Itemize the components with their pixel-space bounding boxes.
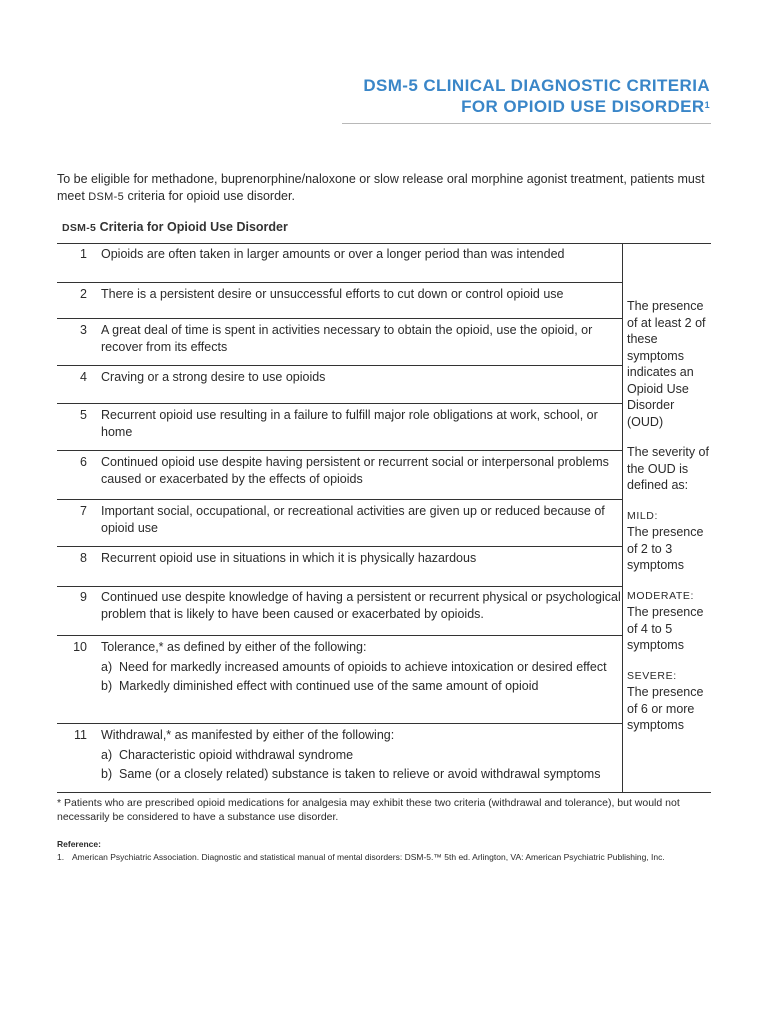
criteria-text: Craving or a strong desire to use opioids bbox=[101, 370, 326, 384]
severity-sidebar bbox=[627, 298, 711, 748]
criteria-sub-item: a) Characteristic opioid withdrawal syndrome bbox=[101, 747, 354, 762]
criteria-number: 1 bbox=[80, 247, 87, 261]
criteria-number: 5 bbox=[80, 408, 87, 422]
criteria-row bbox=[57, 318, 622, 366]
criteria-text: Tolerance,* as defined by either of the following: a) Need for markedly increased amounts of opioids to achieve intoxication or desired effect b) Markedly diminished effect with continued use of the same amount of opioid bbox=[101, 639, 621, 695]
reference-item: 1. American Psychiatric Association. Diagnostic and statistical manual of mental disorders: DSM-5.™ 5th ed. Arlington, VA: American Psychiatric Publishing, Inc. bbox=[57, 852, 665, 862]
title-line-2: FOR OPIOID USE DISORDER$^1$ bbox=[461, 97, 710, 116]
criteria-text: There is a persistent desire or unsuccessful efforts to cut down or control opioid use bbox=[101, 287, 564, 301]
footnote: * Patients who are prescribed opioid medications for analgesia may exhibit these two criteria (withdrawal and tolerance), but would not necessarily be considered to have a substance use disorder. bbox=[57, 797, 680, 823]
criteria-sub-item: b) Markedly diminished effect with continued use of the same amount of opioid bbox=[101, 679, 539, 693]
criteria-row bbox=[57, 546, 622, 587]
criteria-number: 10 bbox=[73, 640, 87, 654]
page-title bbox=[363, 75, 710, 117]
criteria-text: Opioids are often taken in larger amounts or over a longer period than was intended bbox=[101, 247, 565, 261]
mild-label: MILD: bbox=[627, 509, 659, 522]
criteria-text: Continued opioid use despite having persistent or recurrent social or interpersonal problems caused or exacerbated by the effects of opioids bbox=[101, 455, 609, 486]
criteria-row bbox=[57, 499, 622, 547]
presence-note: The presence of at least 2 of these symptoms indicates an Opioid Use Disorder (OUD) bbox=[627, 299, 706, 429]
criteria-row bbox=[57, 244, 622, 282]
severity-note: The severity of the OUD is defined as: bbox=[627, 445, 709, 492]
title-footnote-ref: 1 bbox=[704, 100, 710, 110]
criteria-text: Continued use despite knowledge of having a persistent or recurrent physical or psychological problem that is likely to have been caused or exacerbated by opioids. bbox=[101, 590, 621, 621]
criteria-sub-item: b) Same (or a closely related) substance is taken to relieve or avoid withdrawal symptoms bbox=[101, 767, 601, 781]
criteria-text: Withdrawal,* as manifested by either of the following: a) Characteristic opioid withdrawal syndrome b) Same (or a closely related) substance is taken to relieve or avoid withdrawal symptoms bbox=[101, 727, 621, 783]
criteria-number: 6 bbox=[80, 455, 87, 469]
criteria-row bbox=[57, 282, 622, 319]
criteria-number: 8 bbox=[80, 551, 87, 565]
criteria-row bbox=[57, 635, 622, 724]
criteria-sub-item: a) Need for markedly increased amounts of opioids to achieve intoxication or desired effect bbox=[101, 659, 607, 674]
reference-heading: Reference: bbox=[57, 839, 101, 849]
criteria-row bbox=[57, 403, 622, 451]
criteria-row bbox=[57, 450, 622, 500]
criteria-text: A great deal of time is spent in activities necessary to obtain the opioid, use the opioid, or recover from its effects bbox=[101, 323, 593, 354]
criteria-number: 3 bbox=[80, 323, 87, 337]
criteria-number: 4 bbox=[80, 370, 87, 384]
criteria-text: Recurrent opioid use in situations in which it is physically hazardous bbox=[101, 551, 477, 565]
table-title: DSM-5 Criteria for Opioid Use Disorder bbox=[62, 220, 288, 234]
table-column-divider bbox=[622, 243, 623, 792]
title-divider bbox=[342, 123, 711, 124]
severity-severe: SEVERE: The presence of 6 or more symptoms bbox=[627, 668, 711, 734]
criteria-row bbox=[57, 723, 622, 793]
table-bottom-rule bbox=[57, 792, 711, 793]
criteria-row bbox=[57, 365, 622, 404]
severity-mild: MILD: The presence of 2 to 3 symptoms bbox=[627, 508, 711, 574]
moderate-label: MODERATE: bbox=[627, 589, 695, 602]
title-line-1: DSM-5 CLINICAL DIAGNOSTIC CRITERIA bbox=[363, 76, 710, 95]
severe-label: SEVERE: bbox=[627, 669, 677, 682]
criteria-number: 2 bbox=[80, 287, 87, 301]
criteria-row bbox=[57, 586, 622, 636]
criteria-number: 11 bbox=[74, 728, 87, 742]
criteria-text: Important social, occupational, or recreational activities are given up or reduced because of opioid use bbox=[101, 504, 605, 535]
criteria-number: 9 bbox=[80, 590, 87, 604]
criteria-text: Recurrent opioid use resulting in a failure to fulfill major role obligations at work, school, or home bbox=[101, 408, 598, 439]
criteria-number: 7 bbox=[80, 504, 87, 518]
severity-moderate: MODERATE: The presence of 4 to 5 symptoms bbox=[627, 588, 711, 654]
intro-paragraph: To be eligible for methadone, buprenorphine/naloxone or slow release oral morphine agonist treatment, patients must meet DSM-5 criteria for opioid use disorder. bbox=[57, 172, 705, 203]
